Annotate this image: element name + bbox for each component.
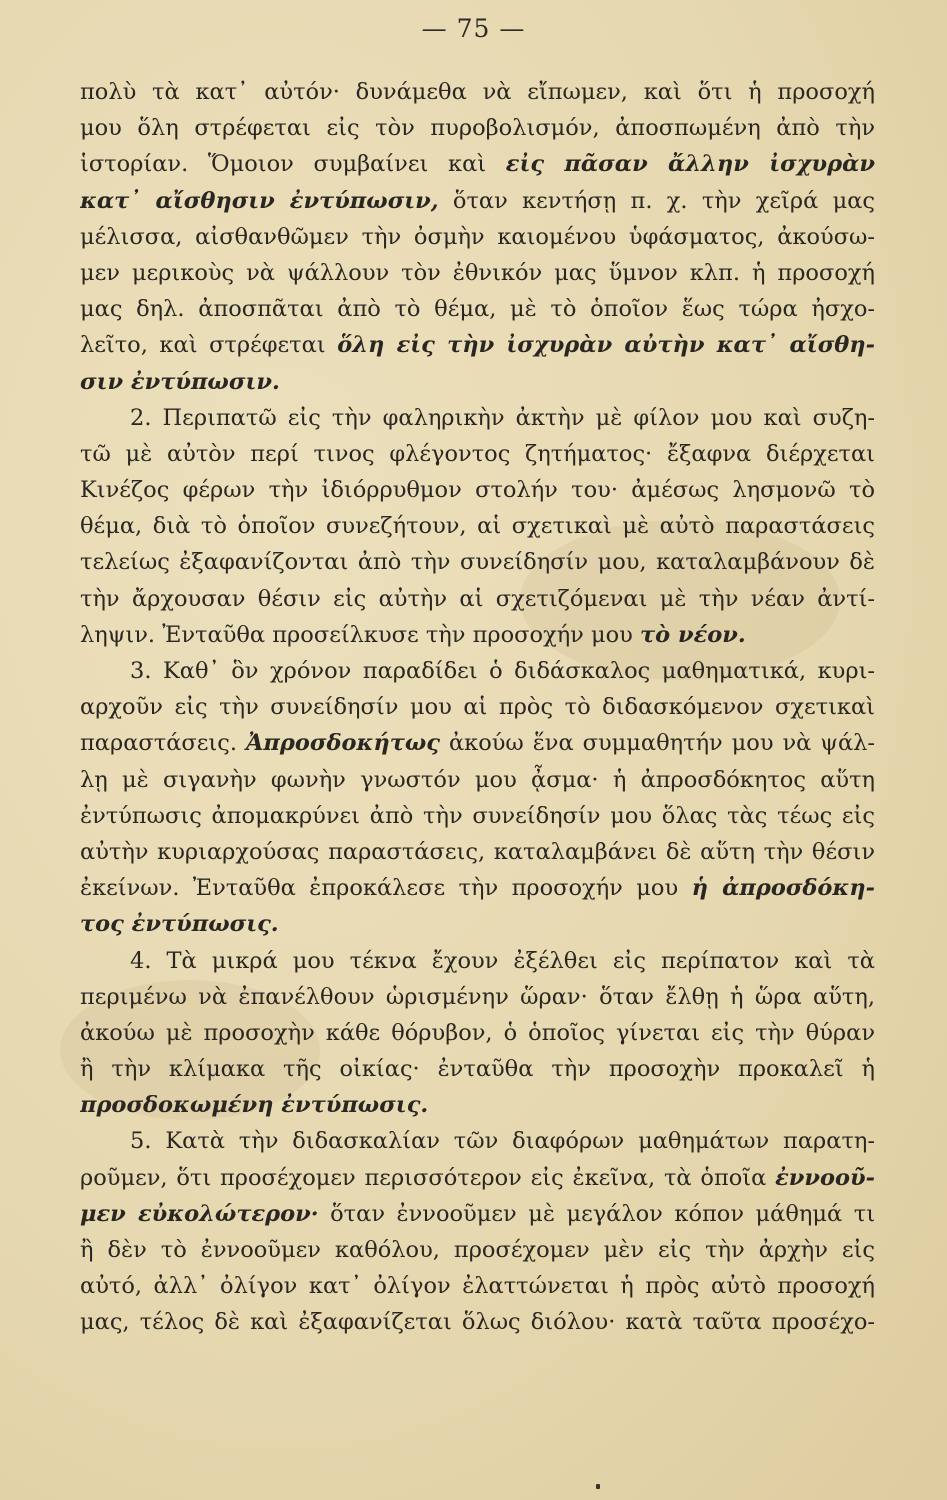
text-line: αρχοῦν εἰς τὴν συνείδησίν μου αἱ πρὸς τὸ διδασκόμενον σχετικαὶ <box>80 694 875 721</box>
text-line: τελείως ἐξαφανίζονται ἀπὸ τὴν συνείδησίν μου, καταλαμβάνουν δὲ <box>80 549 875 576</box>
paragraph-2-start: 2. Περιπατῶ εἰς τὴν φαληρικὴν ἀκτὴν μὲ φίλον μου καὶ συζη- <box>130 404 875 431</box>
text-line-part: ἀκούω ἕνα συμμαθητήν μου νὰ ψάλ- <box>448 730 875 757</box>
emphasized-phrase: ὅλη εἰς τὴν ἰσχυρὰν αὐτὴν κατ᾽ αἴσθη- <box>337 332 875 359</box>
emphasized-phrase: εἰς πᾶσαν ἄλλην ἰσχυρὰν <box>505 151 875 178</box>
emphasized-phrase: τὸ νέον. <box>640 621 746 648</box>
text-line: μέλισσα, αἰσθανθῶμεν τὴν ὀσμὴν καιομένου ὑφάσματος, ἀκούσω- <box>80 223 875 250</box>
emphasized-phrase: ἐννοοῦ- <box>775 1164 875 1191</box>
text-line <box>80 146 875 182</box>
emphasized-phrase: τος ἐντύπωσις. <box>80 911 279 938</box>
text-line: ἢ τὴν κλίμακα τῆς οἰκίας· ἐνταῦθα τὴν προσοχὴν προκαλεῖ ἡ <box>80 1056 875 1083</box>
text-line <box>80 327 875 363</box>
text-line: μου ὅλη στρέφεται εἰς τὸν πυροβολισμόν, ἀποσπωμένη ἀπὸ τὴν <box>80 115 875 142</box>
paragraph-3-start: 3. Καθ᾽ ὃν χρόνον παραδίδει ὁ διδάσκαλος μαθηματικά, κυρι- <box>130 658 875 684</box>
text-line-part: ἐκείνων. Ἐνταῦθα ἐπροκάλεσε τὴν προσοχήν μου <box>80 875 679 902</box>
text-line <box>80 870 875 906</box>
text-line: ἀκούω μὲ προσοχὴν κάθε θόρυβον, ὁ ὁποῖος γίνεται εἰς τὴν θύραν <box>80 1019 875 1046</box>
text-line <box>80 725 875 761</box>
text-line <box>80 906 875 942</box>
text-line-part: ὅταν κεντήσῃ π. χ. τὴν χεῖρά μας <box>452 187 875 214</box>
emphasized-phrase: Ἀπροσδοκήτως <box>245 730 440 757</box>
emphasized-phrase: προσδοκωμένη ἐντύπωσις. <box>80 1092 429 1119</box>
text-line: αὐτό, ἀλλ᾽ ὀλίγον κατ᾽ ὀλίγον ἐλαττώνεται ἡ πρὸς αὐτὸ προσοχή <box>80 1273 875 1300</box>
text-line: ἢ δὲν τὸ ἐννοοῦμεν καθόλου, προσέχομεν μὲν εἰς τὴν ἀρχὴν εἰς <box>80 1237 875 1263</box>
body-text <box>80 74 875 1341</box>
emphasized-phrase: σιν ἐντύπωσιν. <box>80 368 280 395</box>
text-line: μας δηλ. ἀποσπᾶται ἀπὸ τὸ θέμα, μὲ τὸ ὁποῖον ἕως τώρα ἠσχο- <box>80 296 875 323</box>
text-line-part: παραστάσεις. <box>80 730 237 757</box>
text-line: Κινέζος φέρων τὴν ἰδιόρρυθμον στολήν του· ἀμέσως λησμονῶ τὸ <box>80 477 875 504</box>
paragraph-5-start: 5. Κατὰ τὴν διδασκαλίαν τῶν διαφόρων μαθημάτων παρατη- <box>130 1128 875 1155</box>
text-line <box>80 183 875 219</box>
text-line <box>80 1196 875 1232</box>
text-line <box>80 364 875 400</box>
text-line: λῃ μὲ σιγανὴν φωνὴν γνωστόν μου ᾆσμα· ἡ ἀπροσδόκητος αὕτη <box>80 766 875 793</box>
text-line-part: ροῦμεν, ὅτι προσέχομεν περισσότερον εἰς ἐκεῖνα, τὰ ὁποῖα <box>80 1164 767 1191</box>
text-line: αὐτὴν κυριαρχούσας παραστάσεις, καταλαμβάνει δὲ αὕτη τὴν θέσιν <box>80 838 875 865</box>
text-line: τῶ μὲ αὐτὸν περί τινος φλέγοντος ζητήματος· ἔξαφνα διέρχεται <box>80 440 875 467</box>
text-line-part: λεῖτο, καὶ στρέφεται <box>80 332 326 359</box>
text-line <box>80 617 875 653</box>
text-line: θέμα, διὰ τὸ ὁποῖον συνεζήτουν, αἱ σχετικαὶ μὲ αὐτὸ παραστάσεις <box>80 513 875 540</box>
text-line <box>80 1087 875 1123</box>
text-line-part: ὅταν ἐννοοῦμεν μὲ μεγάλον κόπον μάθημά τι <box>330 1200 875 1227</box>
paragraph-4-start: 4. Τὰ μικρά μου τέκνα ἔχουν ἐξέλθει εἰς περίπατον καὶ τὰ <box>130 947 875 974</box>
text-line: πολὺ τὰ κατ᾽ αὐτόν· δυνάμεθα νὰ εἴπωμεν, καὶ ὅτι ἡ προσοχή <box>80 79 875 105</box>
ink-speck <box>596 1484 600 1489</box>
page-number: — 75 — <box>421 14 526 43</box>
emphasized-phrase: ἡ ἀπροσδόκη- <box>691 875 875 902</box>
text-line: περιμένω νὰ ἐπανέλθουν ὡρισμένην ὥραν· ὅταν ἔλθῃ ἡ ὥρα αὕτη, <box>80 983 875 1010</box>
text-line: ἐντύπωσις ἀπομακρύνει ἀπὸ τὴν συνείδησίν μου ὅλας τὰς τέως εἰς <box>80 802 875 829</box>
text-line-part: ληψιν. Ἐνταῦθα προσείλκυσε τὴν προσοχήν μου <box>80 621 633 648</box>
text-line: μας, τέλος δὲ καὶ ἐξαφανίζεται ὅλως διόλου· κατὰ ταῦτα προσέχο- <box>80 1309 875 1336</box>
emphasized-phrase: μεν εὐκολώτερον· <box>80 1200 319 1227</box>
text-line: μεν μερικοὺς νὰ ψάλλουν τὸν ἐθνικόν μας ὕμνον κλπ. ἡ προσοχή <box>80 259 875 286</box>
text-line: τὴν ἄρχουσαν θέσιν εἰς αὐτὴν αἱ σχετιζόμεναι μὲ τὴν νέαν ἀντί- <box>80 585 875 612</box>
text-line-part: ἱστορίαν. Ὅμοιον συμβαίνει καὶ <box>80 151 487 178</box>
text-line <box>80 1160 875 1196</box>
emphasized-phrase: κατ᾽ αἴσθησιν ἐντύπωσιν, <box>80 187 439 214</box>
